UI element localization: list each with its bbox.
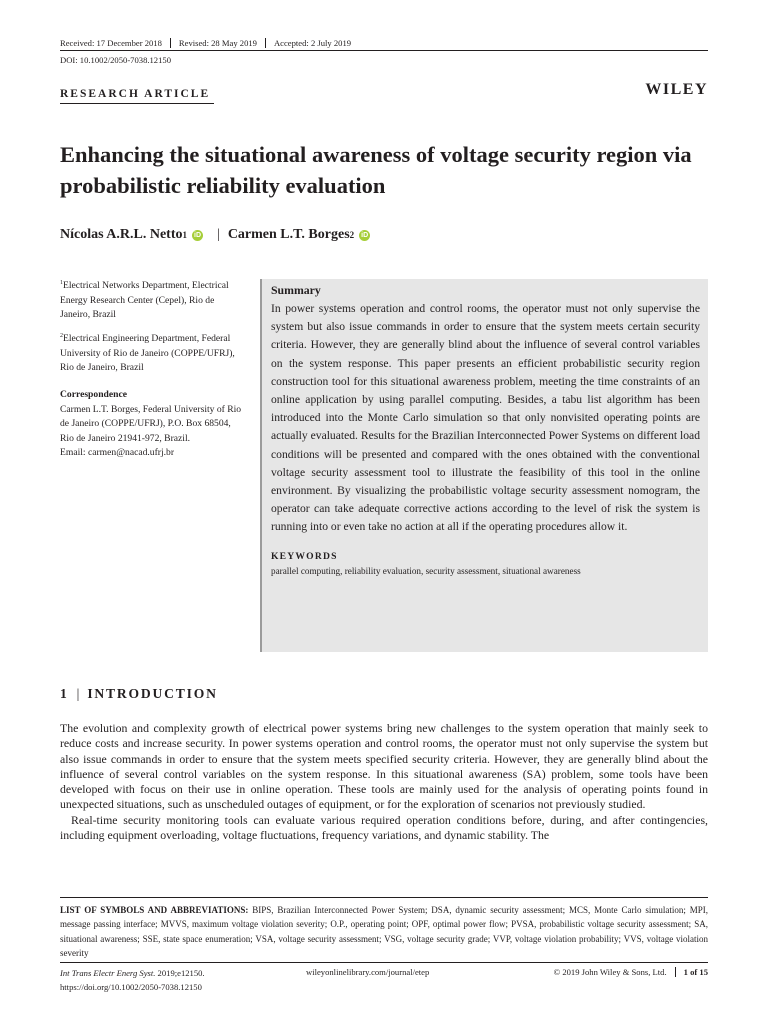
summary-body: In power systems operation and control rooms, the operator must not only supervise the system but also issue commands in order to ensure that the system meets certain security criteria. However, they are generally blind about the influence of several control variables on the system response. This paper presents an efficient probabilistic security region construction tool for this situational awareness problem, meeting the time constraints of an online application by using parallel computing. Besides, a tabu list algorithm has been introduced into the Monte Carlo simulation so that only nonvisited operating points are actually evaluated. Results for the Brazilian Interconnected Power Systems on different load conditions will be presented and compared with the ones obtained with the conventional voltage security assessment tool to illustrate the feasibility of this tool in the online environment. By visualizing the probabilistic voltage security assessment nomogram, the operator can take adequate corrective actions according to the level of risk the system is running into or even take no action at all if the operating procedures allow it. <box>271 302 700 534</box>
author-affiliation-mark: 1 <box>182 230 187 240</box>
accepted-date: Accepted: 2 July 2019 <box>265 38 359 48</box>
article-dates <box>60 38 359 48</box>
paragraph: The evolution and complexity growth of electrical power systems bring new challenges to the system operation that mainly seek to reduce costs and increase security. In power systems operation and control rooms, the operator must not only supervise the system but also issue commands in order to ensure that the system meets specified security criteria. However, they are generally blind about the influence of several control variables on the system response. In this situational awareness (SA) problem, some tools have been developed with focus on their use in online operation. These tools are mainly used for the analysis of operating points found in unexpected situations, such as unscheduled outages of equipment, or for the exploration of scenarios not previously studied. <box>60 721 708 812</box>
received-date: Received: 17 December 2018 <box>60 38 162 48</box>
correspondence-email[interactable]: Email: carmen@nacad.ufrj.br <box>60 447 175 459</box>
footer-doi-link[interactable]: https://doi.org/10.1002/2050-7038.12150 <box>60 981 202 992</box>
section-number: 1 <box>60 686 69 701</box>
author-name[interactable]: Carmen L.T. Borges <box>227 227 350 242</box>
correspondence-heading: Correspondence <box>60 388 127 400</box>
header-rule <box>60 50 708 51</box>
footer-rule <box>60 962 708 963</box>
correspondence-text: Carmen L.T. Borges, Federal University of Rio de Janeiro (COPPE/UFRJ), P.O. Box 68504, Rio de Janeiro 21941-972, Brazil. <box>60 403 242 444</box>
summary-heading: Summary <box>271 283 321 297</box>
author-list <box>60 227 376 243</box>
abbreviations-heading: LIST OF SYMBOLS AND ABBREVIATIONS: <box>60 905 249 915</box>
affiliation-number: 2 <box>60 332 63 339</box>
article-type: RESEARCH ARTICLE <box>60 88 211 100</box>
journal-website-link[interactable]: wileyonlinelibrary.com/journal/etep <box>306 967 430 977</box>
orcid-icon[interactable]: iD <box>194 231 201 239</box>
affiliations-column <box>60 276 246 461</box>
affiliation <box>60 329 246 376</box>
footer-right <box>554 967 708 977</box>
affiliation <box>60 276 246 323</box>
doi[interactable]: DOI: 10.1002/2050-7038.12150 <box>60 55 171 65</box>
abbreviations-rule <box>60 897 708 898</box>
section-heading <box>60 686 218 702</box>
affiliation-text: Electrical Engineering Department, Federal University of Rio de Janeiro (COPPE/UFRJ), Rio de Janeiro, Brazil <box>60 333 235 374</box>
section-bar: | <box>76 686 80 701</box>
revised-date: Revised: 28 May 2019 <box>170 38 265 48</box>
section-title: INTRODUCTION <box>87 686 218 701</box>
abbreviations-list <box>60 903 708 961</box>
orcid-icon[interactable]: iD <box>361 231 369 239</box>
abbreviations-text: BIPS, Brazilian Interconnected Power System; DSA, dynamic security assessment; MCS, Monte Carlo simulation; MPI, message passing interface; MVVS, maximum voltage violation severity; O.P., operating point; OPF, optimal power flow; PVSA, probabilistic voltage security assessment; SA, situational awareness; SSE, state space enumeration; VSA, voltage security assessment; VSG, voltage security grade; VVP, voltage violation probability; VVS, voltage violation severity <box>60 905 709 959</box>
copyright: © 2019 John Wiley & Sons, Ltd. <box>553 967 667 977</box>
citation: 2019;e12150. <box>155 968 205 978</box>
summary-box <box>260 279 708 652</box>
publisher-logo: WILEY <box>645 81 708 98</box>
author-name[interactable]: Nícolas A.R.L. Netto <box>60 227 183 242</box>
article-type-underline <box>60 103 214 104</box>
page-number: 1 of 15 <box>675 967 708 977</box>
affiliation-text: Electrical Networks Department, Electrical Energy Research Center (Cepel), Rio de Janeiro, Brazil <box>60 280 229 321</box>
footer-citation <box>60 967 205 994</box>
introduction-text <box>60 721 708 843</box>
affiliation-number: 1 <box>60 280 63 286</box>
author-affiliation-mark: 2 <box>349 230 355 240</box>
article-title: Enhancing the situational awareness of voltage security region via probabilistic reliability evaluation <box>60 142 692 198</box>
author-separator: | <box>217 227 220 242</box>
journal-name: Int Trans Electr Energ Syst. <box>60 968 156 978</box>
keywords-heading: KEYWORDS <box>271 550 338 562</box>
keywords: parallel computing, reliability evaluation, security assessment, situational awareness <box>271 565 581 576</box>
paragraph: Real-time security monitoring tools can evaluate various required operation conditions before, during, and after contingencies, including equipment overloading, voltage fluctuations, frequency variations, and dynamic stability. The <box>60 812 708 843</box>
